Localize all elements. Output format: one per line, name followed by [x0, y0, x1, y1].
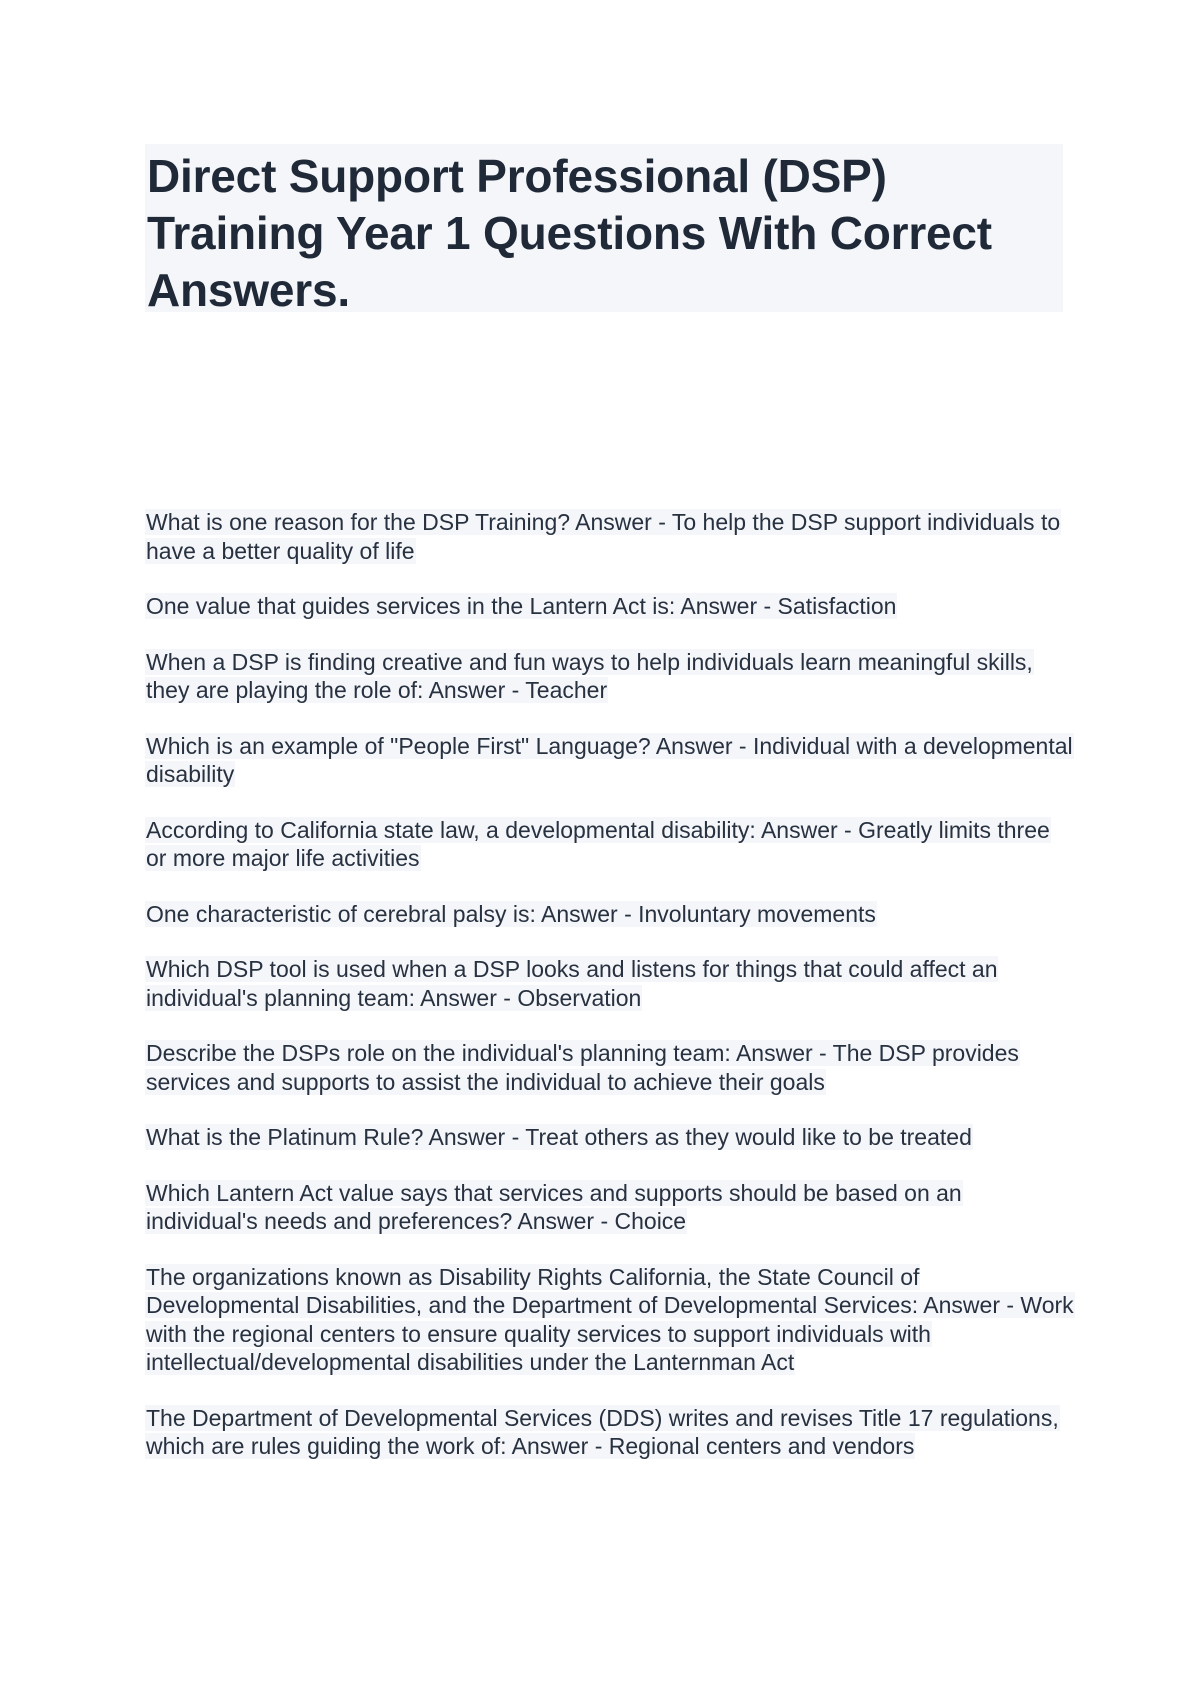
qa-text: The organizations known as Disability Rights California, the State Council of Developmental Disabilities, and the Department of Developmental Services: Answer - Work with the regional centers to ensure quality services to support individuals with intellectual/developmental disabilities under the Lanternman Act — [146, 1263, 1074, 1375]
qa-item — [145, 816, 1075, 873]
qa-item — [145, 1263, 1075, 1377]
qa-text: What is the Platinum Rule? Answer - Treat others as they would like to be treated — [146, 1124, 972, 1150]
qa-item — [145, 1123, 1075, 1152]
qa-item — [145, 732, 1075, 789]
qa-text: Which Lantern Act value says that services and supports should be based on an individual's needs and preferences? Answer - Choice — [146, 1179, 962, 1234]
qa-text: One characteristic of cerebral palsy is: Answer - Involuntary movements — [146, 900, 876, 927]
qa-item — [145, 508, 1075, 565]
qa-item — [145, 955, 1075, 1012]
qa-text: Which DSP tool is used when a DSP looks and listens for things that could affect an individual's planning team: Answer - Observation — [146, 956, 998, 1011]
qa-item — [145, 648, 1075, 705]
qa-item — [145, 1039, 1075, 1096]
qa-item — [145, 1179, 1075, 1236]
title-block — [145, 144, 1063, 316]
qa-text: What is one reason for the DSP Training? Answer - To help the DSP support individuals to have a better quality of life — [146, 509, 1061, 564]
qa-text: Describe the DSPs role on the individual's planning team: Answer - The DSP provides services and supports to assist the individual to achieve their goals — [146, 1040, 1019, 1095]
qa-item — [145, 592, 1075, 621]
qa-item — [145, 900, 1075, 929]
qa-list — [145, 508, 1075, 1488]
qa-text: The Department of Developmental Services (DDS) writes and revises Title 17 regulations, which are rules guiding the work of: Answer - Regional centers and vendors — [146, 1404, 1059, 1459]
qa-text: One value that guides services in the Lantern Act is: Answer - Satisfaction — [146, 593, 897, 619]
qa-item — [145, 1404, 1075, 1461]
qa-text: According to California state law, a developmental disability: Answer - Greatly limits three or more major life activities — [146, 816, 1050, 871]
document-title: Direct Support Professional (DSP) Training Year 1 Questions With Correct Answers. — [147, 150, 992, 316]
qa-text: When a DSP is finding creative and fun ways to help individuals learn meaningful skills, they are playing the role of: Answer - Teacher — [146, 648, 1033, 703]
qa-text: Which is an example of "People First" Language? Answer - Individual with a developmental disability — [146, 732, 1073, 787]
